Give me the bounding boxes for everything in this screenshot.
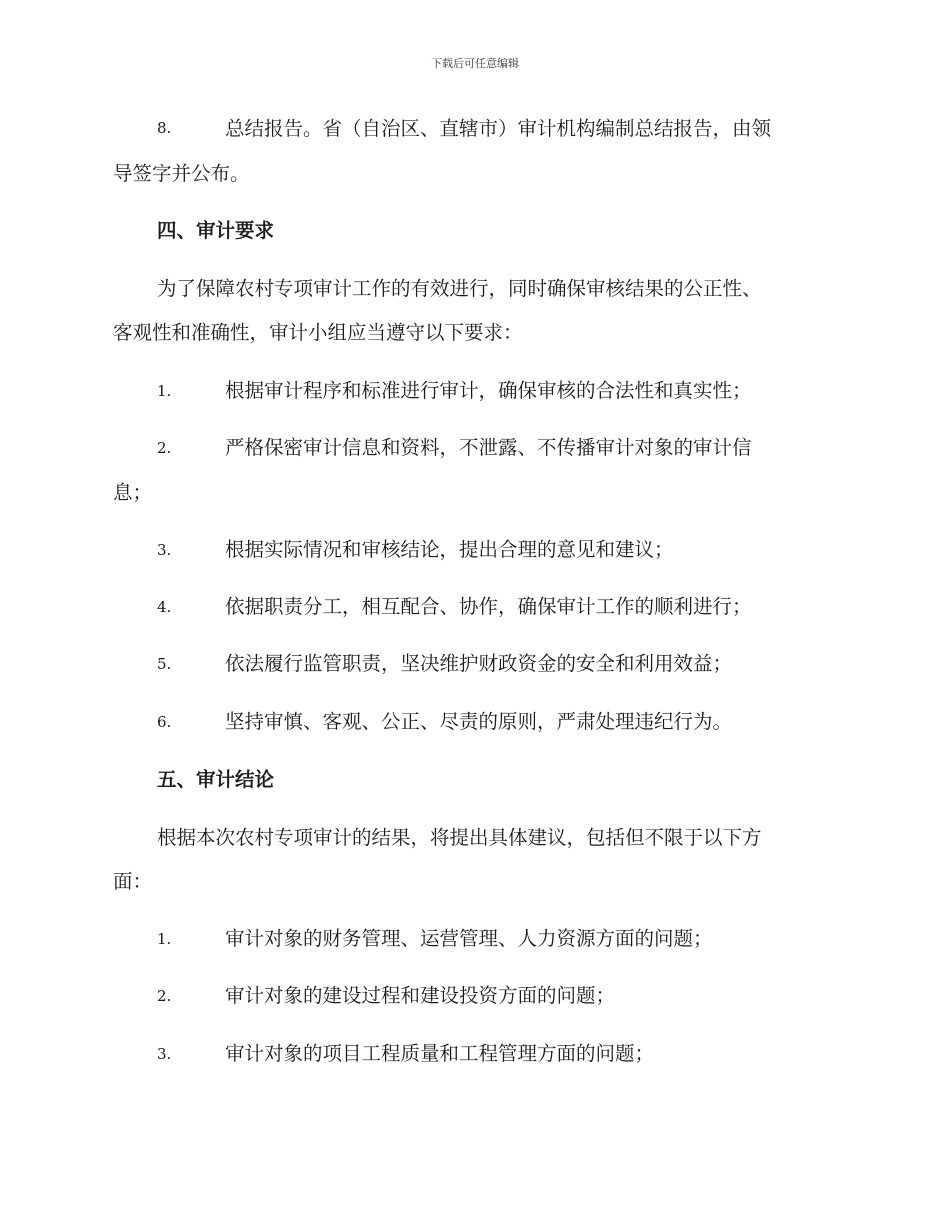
section-4-item-5-number: 5.	[157, 655, 172, 673]
section-4-item-2-number: 2.	[157, 439, 172, 457]
section-4-item-3-text: 根据实际情况和审核结论，提出合理的意见和建议；	[225, 538, 674, 561]
item-8-text-line2: 导签字并公布。	[113, 162, 250, 185]
section-5-item-1-number: 1.	[157, 930, 172, 948]
section-5-item-2-text: 审计对象的建设过程和建设投资方面的问题；	[225, 984, 616, 1007]
section-4-item-1-number: 1.	[157, 382, 172, 400]
section-4-intro-line1: 为了保障农村专项审计工作的有效进行，同时确保审核结果的公正性、	[157, 277, 762, 300]
item-8-number: 8.	[157, 119, 172, 137]
section-4-item-5-text: 依法履行监管职责，坚决维护财政资金的安全和利用效益；	[225, 652, 733, 675]
section-4-item-1-text: 根据审计程序和标准进行审计，确保审核的合法性和真实性；	[225, 379, 752, 402]
section-4-item-6-text: 坚持审慎、客观、公正、尽责的原则，严肃处理违纪行为。	[225, 710, 733, 733]
section-5-item-2-number: 2.	[157, 987, 172, 1005]
section-5-item-1-text: 审计对象的财务管理、运营管理、人力资源方面的问题；	[225, 927, 713, 950]
header-note: 下载后可任意编辑	[431, 57, 519, 70]
section-5-intro-line1: 根据本次农村专项审计的结果，将提出具体建议，包括但不限于以下方	[157, 826, 762, 849]
item-8-text-line1: 总结报告。省（自治区、直辖市）审计机构编制总结报告，由领	[225, 117, 772, 140]
section-5-item-3-text: 审计对象的项目工程质量和工程管理方面的问题；	[225, 1042, 655, 1065]
section-5-heading: 五、审计结论	[157, 768, 275, 791]
section-5-intro-line2: 面：	[113, 870, 153, 893]
section-4-item-4-text: 依据职责分工，相互配合、协作，确保审计工作的顺利进行；	[225, 595, 752, 618]
section-5-item-3-number: 3.	[157, 1045, 172, 1063]
section-4-item-6-number: 6.	[157, 713, 172, 731]
section-4-item-4-number: 4.	[157, 598, 172, 616]
section-4-item-2-continuation: 息；	[113, 481, 153, 504]
section-4-intro-line2: 客观性和准确性，审计小组应当遵守以下要求：	[113, 321, 523, 344]
section-4-item-3-number: 3.	[157, 541, 172, 559]
section-4-heading: 四、审计要求	[157, 219, 275, 242]
section-4-item-2-text: 严格保密审计信息和资料，不泄露、不传播审计对象的审计信	[225, 436, 752, 459]
